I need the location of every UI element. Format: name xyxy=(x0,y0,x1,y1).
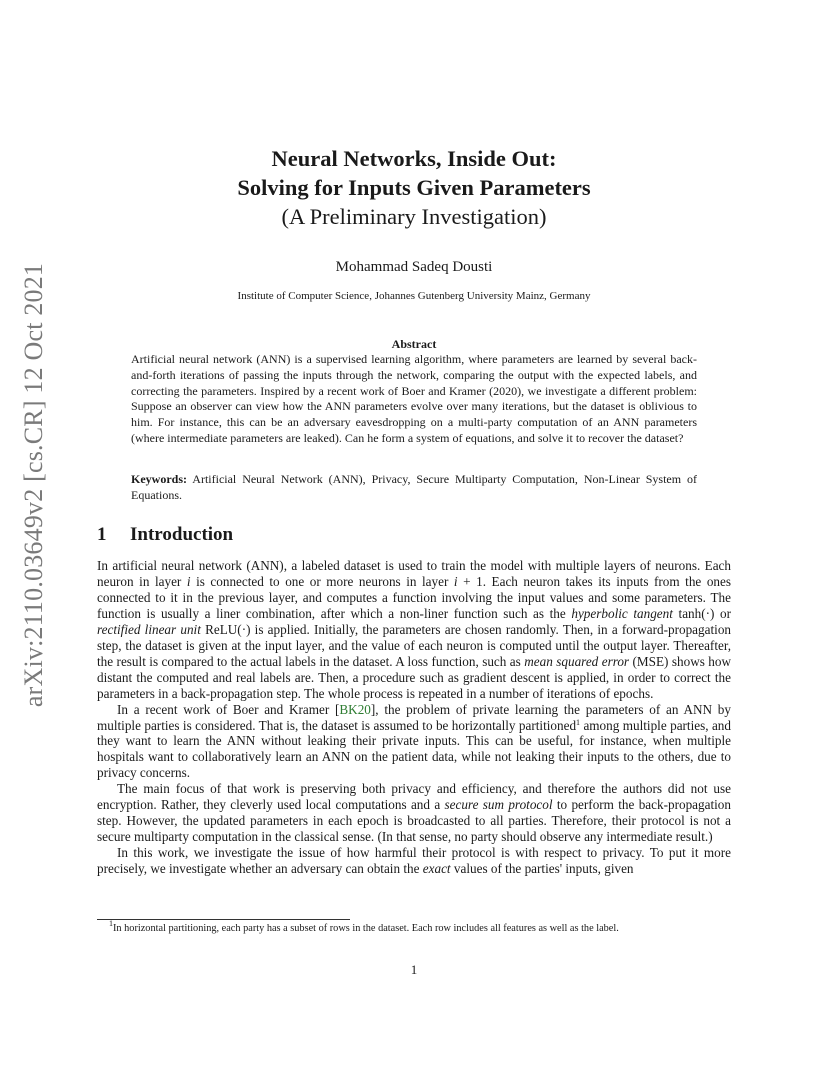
text-run: values of the parties' inputs, given xyxy=(450,861,634,877)
emphasis: hyperbolic tangent xyxy=(571,605,673,621)
text-run: ], the problem of private learning the parameters of an ANN by multiple parties is considered. That is, the dataset is assumed to be horizontally partitioned xyxy=(97,701,731,733)
text-run: In this work, we investigate the issue of how harmful their protocol is with respect to privacy. To put it more precisely, we investigate whether an adversary can obtain the xyxy=(97,845,731,877)
keywords-text: Artificial Neural Network (ANN), Privacy, Secure Multiparty Computation, Non-Linear System of Equations. xyxy=(131,472,698,502)
abstract-heading: Abstract xyxy=(391,337,437,351)
text-run: among multiple parties, and they want to learn the ANN without leaking their private inputs. This can be useful, for instance, when multiple hospitals want to collaboratively learn an ANN on the patient data, while not leaking their inputs to the others, due to privacy concerns. xyxy=(97,717,731,781)
emphasis: mean squared error xyxy=(524,653,630,669)
footnote xyxy=(97,919,737,935)
body-text xyxy=(97,558,731,877)
text-run: (MSE) shows how distant the computed and real labels are. Then, a procedure such as gradient descent is applied, in order to correct the parameters in a back-propagation step. The whole process is repeated in a number of iterations of epochs. xyxy=(97,653,732,701)
section-title: Introduction xyxy=(130,524,234,545)
text-run: In a recent work of Boer and Kramer [ xyxy=(117,701,340,717)
text-run: The main focus of that work is preserving both privacy and efficiency, and therefore the authors did not use encryption. Rather, they cleverly used local computations and a xyxy=(97,781,731,813)
paragraph-3 xyxy=(97,781,731,845)
section-heading xyxy=(97,524,233,546)
paragraph-4 xyxy=(97,845,731,877)
text-run: is connected to one or more neurons in layer xyxy=(190,573,454,589)
footnote-text: In horizontal partitioning, each party has a subset of rows in the dataset. Each row includes all features as well as the label. xyxy=(113,923,619,934)
keywords xyxy=(131,472,697,504)
author-name: Mohammad Sadeq Dousti xyxy=(335,259,493,275)
citation-link[interactable]: BK20 xyxy=(339,701,371,717)
emphasis: exact xyxy=(422,861,451,877)
text-run: + 1. Each neuron takes its inputs from the ones connected to it in the previous layer, and computes a function involving the input values and some parameters. The function is usually a liner combination, after which a non-liner function such as the xyxy=(97,573,731,621)
author-affiliation: Institute of Computer Science, Johannes Gutenberg University Mainz, Germany xyxy=(237,290,591,302)
arxiv-stamp-text: arXiv:2110.03649v2 [cs.CR] 12 Oct 2021 xyxy=(19,262,48,708)
text-run: ReLU(·) is applied. Initially, the parameters are chosen randomly. Then, in a forward-propagation step, the dataset is given at the input layer, and the value of each neuron is computed until the output layer. Thereafter, the result is compared to the actual labels in the dataset. A loss function, such as xyxy=(97,621,732,669)
title-subtitle: (A Preliminary Investigation) xyxy=(281,204,547,229)
math-var: i xyxy=(453,573,458,589)
text-run: tanh(·) or xyxy=(672,605,731,621)
paragraph-2 xyxy=(97,702,731,782)
section-number: 1 xyxy=(97,524,107,545)
footnote-marker[interactable]: 1 xyxy=(576,717,581,727)
footnote-rule xyxy=(97,919,350,920)
math-var: i xyxy=(186,573,191,589)
emphasis: secure sum protocol xyxy=(444,797,553,813)
abstract-text: Artificial neural network (ANN) is a supervised learning algorithm, where parameters are learned by several back-and-forth iterations of passing the inputs through the network, comparing the output with the expected labels, and correcting the parameters. Inspired by a recent work of Boer and Kramer (2020), we investigate a different problem: Suppose an observer can view how the ANN parameters evolve over many iterations, but the dataset is oblivious to him. For instance, this can be an adversary eavesdropping on a multi-party computation of an ANN parameters (where intermediate parameters are leaked). Can he form a system of equations, and solve it to recover the dataset? xyxy=(131,352,697,445)
text-run: In artificial neural network (ANN), a labeled dataset is used to train the model with multiple layers of neurons. Each neuron in layer xyxy=(97,558,731,589)
footnote-mark: 1 xyxy=(109,919,113,928)
text-run: to perform the back-propagation step. However, the updated parameters in each epoch is broadcasted to all parties. Therefore, their protocol is not a secure multiparty computation in the classical sense. (In that sense, no party should observe any intermediate result.) xyxy=(97,797,731,845)
emphasis: rectified linear unit xyxy=(97,621,201,637)
paragraph-1 xyxy=(97,558,731,702)
keywords-label: Keywords: xyxy=(131,472,187,486)
title-line-2: Solving for Inputs Given Parameters xyxy=(237,175,591,200)
title-line-1: Neural Networks, Inside Out: xyxy=(271,146,557,171)
page-number: 1 xyxy=(410,962,418,977)
